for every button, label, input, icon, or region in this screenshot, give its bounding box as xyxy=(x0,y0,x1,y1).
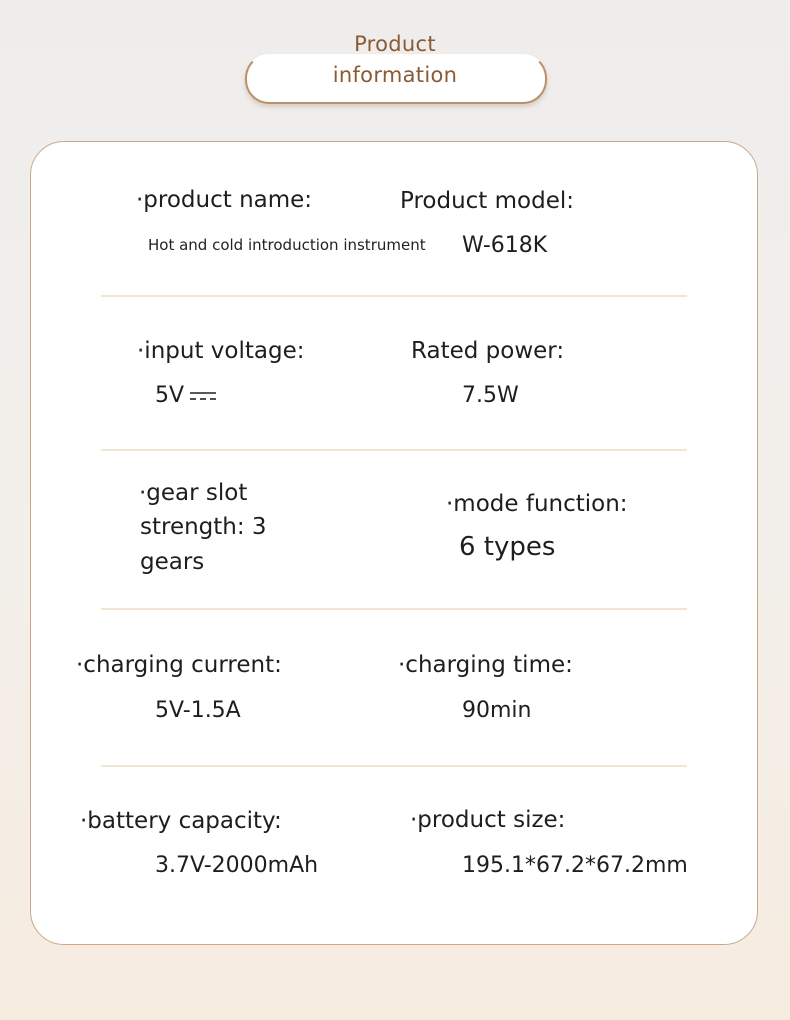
charging-time-label: ·charging time: xyxy=(398,652,573,678)
product-model-value: W-618K xyxy=(462,233,548,258)
battery-capacity-label: ·battery capacity: xyxy=(80,808,282,834)
mode-function-value: 6 types xyxy=(459,532,556,562)
rated-power-label: Rated power: xyxy=(411,338,565,364)
product-size-label: ·product size: xyxy=(410,807,566,833)
product-name-value: Hot and cold introduction instrument xyxy=(148,236,426,254)
gear-label-line3: gears xyxy=(140,549,205,575)
input-voltage-text: 5V xyxy=(155,383,185,408)
product-name-label: ·product name: xyxy=(136,187,313,213)
divider xyxy=(101,295,687,297)
page-title-line1: Product xyxy=(354,32,436,56)
charging-current-value: 5V-1.5A xyxy=(155,698,241,723)
dc-current-icon xyxy=(190,390,216,402)
divider xyxy=(101,608,687,610)
mode-function-label: ·mode function: xyxy=(446,491,628,517)
charging-current-label: ·charging current: xyxy=(76,652,282,678)
page-title-line2: information xyxy=(332,63,458,87)
divider xyxy=(101,449,687,451)
gear-label-line2: strength: 3 xyxy=(140,514,267,540)
product-size-value: 195.1*67.2*67.2mm xyxy=(462,853,688,878)
rated-power-value: 7.5W xyxy=(462,383,519,408)
input-voltage-value xyxy=(155,383,216,408)
product-model-label: Product model: xyxy=(400,188,575,214)
charging-time-value: 90min xyxy=(462,698,532,723)
gear-label-line1: ·gear slot xyxy=(139,480,248,506)
battery-capacity-value: 3.7V-2000mAh xyxy=(155,853,319,878)
input-voltage-label: ·input voltage: xyxy=(137,338,305,364)
divider xyxy=(101,765,687,767)
